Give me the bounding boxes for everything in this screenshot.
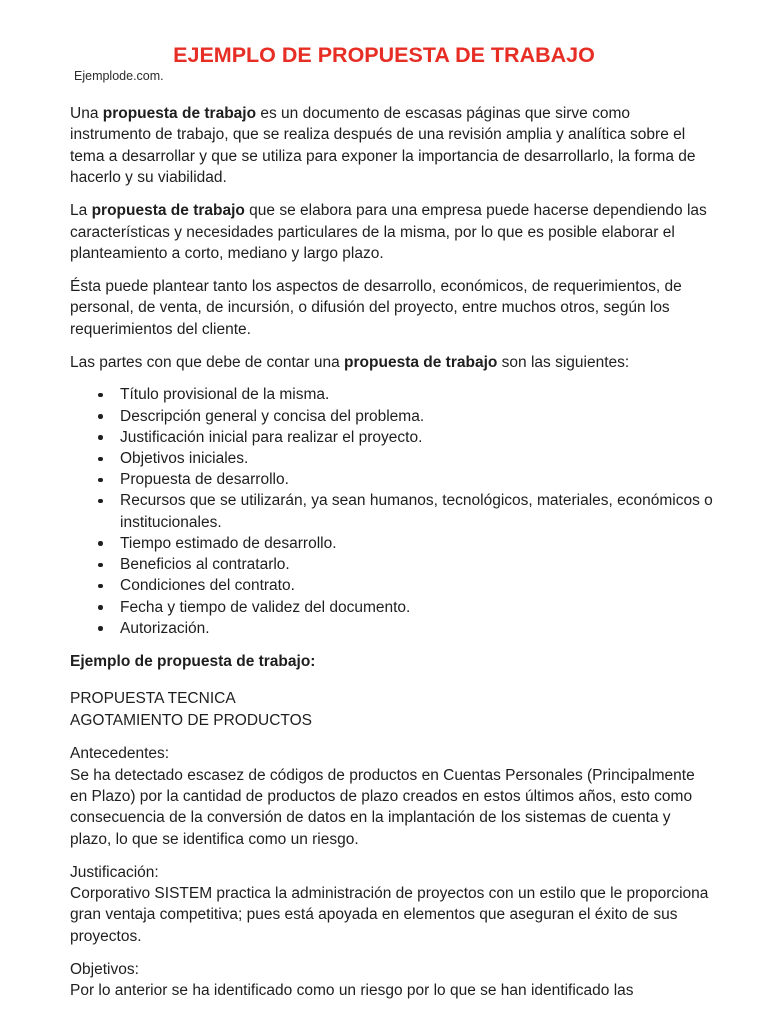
section-label: Antecedentes: bbox=[70, 745, 170, 763]
list-item-text: Fecha y tiempo de validez del documento. bbox=[120, 598, 411, 616]
list-item-text: Tiempo estimado de desarrollo. bbox=[120, 534, 337, 552]
list-item-text: Autorización. bbox=[120, 619, 210, 637]
bold-term: propuesta de trabajo bbox=[344, 353, 498, 371]
text-segment: La bbox=[70, 202, 92, 220]
list-item bbox=[70, 448, 715, 469]
text-segment: Las partes con que debe de contar una bbox=[70, 353, 345, 371]
section-body: Por lo anterior se ha identificado como un riesgo por lo que se han identificado las bbox=[70, 982, 634, 1000]
list-item-text: Beneficios al contratarlo. bbox=[120, 556, 290, 574]
text-segment: son las siguientes: bbox=[497, 353, 630, 371]
document-body bbox=[70, 103, 715, 1002]
section-body: Corporativo SISTEM practica la administración de proyectos con un estilo que le proporciona gran ventaja competitiva; pues está apoyada en elementos que aseguran el éxito de sus proyectos. bbox=[70, 885, 709, 945]
list-item bbox=[70, 469, 715, 490]
bold-term: propuesta de trabajo bbox=[102, 105, 257, 122]
list-item-text: Recursos que se utilizarán, ya sean humanos, tecnológicos, materiales, económicos o institucionales. bbox=[120, 492, 713, 531]
section-objetivos bbox=[70, 959, 715, 1002]
list-item bbox=[70, 490, 715, 532]
site-watermark: Ejemplode.com. bbox=[74, 69, 164, 83]
text-segment: Una bbox=[70, 105, 103, 122]
proposal-title-block bbox=[70, 688, 715, 731]
section-label: Objetivos: bbox=[70, 960, 139, 978]
list-item bbox=[70, 406, 715, 427]
list-item-text: Descripción general y concisa del problema. bbox=[120, 407, 425, 425]
intro-paragraph-1 bbox=[70, 103, 715, 189]
text-segment: es un documento de escasas páginas que sirve como instrumento de trabajo, que se realiza después de una revisión amplia y analítica sobre el tema a desarrollar y que se utiliza para exponer la importancia de desarrollarlo, la forma de hacerlo y su viabilidad. bbox=[70, 105, 696, 187]
list-item-text: Condiciones del contrato. bbox=[120, 577, 295, 595]
page-title: EJEMPLO DE PROPUESTA DE TRABAJO bbox=[173, 43, 595, 67]
list-item-text: Propuesta de desarrollo. bbox=[120, 471, 289, 489]
intro-paragraph-4 bbox=[70, 352, 715, 373]
list-item bbox=[70, 554, 715, 575]
section-antecedentes bbox=[70, 743, 715, 850]
section-justificacion bbox=[70, 862, 715, 948]
intro-paragraph-2 bbox=[70, 200, 715, 264]
list-item bbox=[70, 384, 715, 405]
proposal-title-line-2: AGOTAMIENTO DE PRODUCTOS bbox=[70, 711, 312, 729]
list-item bbox=[70, 597, 715, 618]
list-item bbox=[70, 618, 715, 639]
text-segment: que se elabora para una empresa puede hacerse dependiendo las características y necesidades particulares de la misma, por lo que es posible elaborar el planteamiento a corto, mediano y largo plazo. bbox=[70, 202, 707, 262]
example-heading: Ejemplo de propuesta de trabajo: bbox=[70, 652, 316, 670]
proposal-title-line-1: PROPUESTA TECNICA bbox=[70, 690, 236, 708]
list-item bbox=[70, 575, 715, 596]
bold-term: propuesta de trabajo bbox=[91, 202, 245, 220]
parts-list bbox=[70, 384, 715, 638]
section-label: Justificación: bbox=[70, 863, 159, 881]
list-item bbox=[70, 427, 715, 448]
list-item bbox=[70, 533, 715, 554]
list-item-text: Título provisional de la misma. bbox=[120, 386, 330, 404]
list-item-text: Justificación inicial para realizar el proyecto. bbox=[120, 428, 423, 446]
section-body: Se ha detectado escasez de códigos de productos en Cuentas Personales (Principalmente en Plazo) por la cantidad de productos de plazo creados en estos últimos años, esto como consecuencia de la conversión de datos en la implantación de los sistemas de cuenta y plazo, lo que se identifica como un riesgo. bbox=[70, 766, 695, 848]
intro-paragraph-3: Ésta puede plantear tanto los aspectos de desarrollo, económicos, de requerimientos, de personal, de venta, de incursión, o difusión del proyecto, entre muchos otros, según los requerimientos del cliente. bbox=[70, 277, 682, 338]
list-item-text: Objetivos iniciales. bbox=[120, 450, 249, 468]
